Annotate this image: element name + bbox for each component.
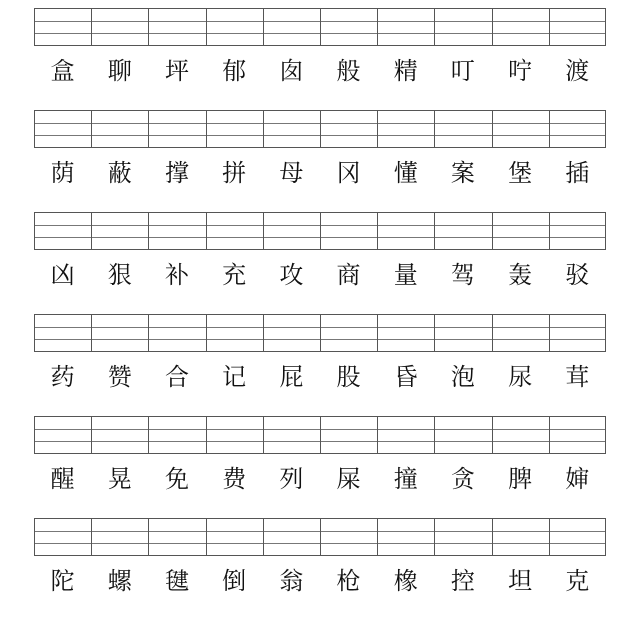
pinyin-box[interactable] [549,314,606,352]
chinese-character: 毽 [164,567,189,595]
chinese-character: 脾 [508,465,533,493]
pinyin-box[interactable] [434,416,491,454]
pinyin-box[interactable] [148,518,205,556]
pinyin-box[interactable] [263,314,320,352]
worksheet-row [0,314,640,414]
pinyin-box[interactable] [549,416,606,454]
pinyin-box[interactable] [148,314,205,352]
pinyin-box[interactable] [263,8,320,46]
pinyin-box[interactable] [492,212,549,250]
chinese-character: 药 [50,363,75,391]
pinyin-box[interactable] [263,212,320,250]
pinyin-box[interactable] [492,314,549,352]
pinyin-box[interactable] [377,8,434,46]
chinese-character: 合 [164,363,189,391]
pinyin-box[interactable] [148,416,205,454]
pinyin-box[interactable] [492,416,549,454]
chinese-character: 聊 [107,57,132,85]
pinyin-box[interactable] [377,416,434,454]
chinese-character: 插 [565,159,590,187]
chinese-character: 商 [336,261,361,289]
pinyin-box[interactable] [549,110,606,148]
pinyin-writing-grid [34,416,606,454]
chinese-character: 控 [450,567,475,595]
chinese-character: 般 [336,57,361,85]
worksheet-row [0,110,640,210]
worksheet-row [0,518,640,618]
chinese-character: 拼 [222,159,247,187]
pinyin-box[interactable] [148,212,205,250]
pinyin-box[interactable] [34,8,91,46]
pinyin-box[interactable] [91,8,148,46]
pinyin-box[interactable] [34,416,91,454]
chinese-character: 坪 [164,57,189,85]
pinyin-box[interactable] [320,8,377,46]
pinyin-box[interactable] [434,314,491,352]
chinese-character: 费 [222,465,247,493]
chinese-character: 盒 [50,57,75,85]
chinese-character: 叮 [450,57,475,85]
chinese-character: 昏 [393,363,418,391]
chinese-character: 驾 [450,261,475,289]
chinese-character: 倒 [222,567,247,595]
chinese-character: 列 [279,465,304,493]
pinyin-box[interactable] [434,8,491,46]
chinese-character: 茸 [565,363,590,391]
chinese-character: 婶 [565,465,590,493]
chinese-character: 橡 [393,567,418,595]
pinyin-box[interactable] [492,110,549,148]
chinese-character: 渡 [565,57,590,85]
chinese-character: 荫 [50,159,75,187]
character-row [34,51,606,91]
chinese-character: 晃 [107,465,132,493]
pinyin-box[interactable] [148,8,205,46]
pinyin-box[interactable] [91,314,148,352]
pinyin-box[interactable] [320,518,377,556]
pinyin-box[interactable] [206,314,263,352]
chinese-character: 赞 [107,363,132,391]
pinyin-box[interactable] [434,110,491,148]
pinyin-box[interactable] [206,110,263,148]
chinese-character: 凶 [50,261,75,289]
pinyin-writing-grid [34,110,606,148]
pinyin-box[interactable] [148,110,205,148]
pinyin-writing-grid [34,518,606,556]
chinese-character: 攻 [279,261,304,289]
pinyin-box[interactable] [492,518,549,556]
pinyin-box[interactable] [91,416,148,454]
pinyin-box[interactable] [320,416,377,454]
pinyin-box[interactable] [320,110,377,148]
pinyin-box[interactable] [377,314,434,352]
chinese-character: 翁 [279,567,304,595]
pinyin-box[interactable] [34,518,91,556]
chinese-character: 精 [393,57,418,85]
character-row [34,255,606,295]
chinese-character: 屁 [279,363,304,391]
pinyin-box[interactable] [263,416,320,454]
character-row [34,153,606,193]
chinese-character: 醒 [50,465,75,493]
chinese-character: 陀 [50,567,75,595]
pinyin-box[interactable] [377,518,434,556]
chinese-character: 冈 [336,159,361,187]
character-row [34,561,606,601]
chinese-character: 记 [222,363,247,391]
chinese-character: 咛 [508,57,533,85]
chinese-character: 量 [393,261,418,289]
chinese-character: 屎 [336,465,361,493]
chinese-character: 贪 [450,465,475,493]
chinese-character: 免 [164,465,189,493]
chinese-character: 尿 [508,363,533,391]
chinese-character: 螺 [107,567,132,595]
pinyin-box[interactable] [377,110,434,148]
chinese-character: 坦 [508,567,533,595]
pinyin-box[interactable] [34,314,91,352]
pinyin-box[interactable] [91,212,148,250]
character-row [34,357,606,397]
pinyin-box[interactable] [34,212,91,250]
chinese-character: 充 [222,261,247,289]
chinese-character: 案 [450,159,475,187]
pinyin-box[interactable] [549,212,606,250]
pinyin-box[interactable] [263,518,320,556]
chinese-character: 母 [279,159,304,187]
worksheet-row [0,416,640,516]
chinese-character: 轰 [508,261,533,289]
chinese-character: 泡 [450,363,475,391]
pinyin-writing-grid [34,212,606,250]
pinyin-box[interactable] [492,8,549,46]
pinyin-writing-grid [34,8,606,46]
pinyin-box[interactable] [34,110,91,148]
chinese-character: 蔽 [107,159,132,187]
chinese-character: 郁 [222,57,247,85]
pinyin-box[interactable] [549,8,606,46]
pinyin-box[interactable] [91,110,148,148]
pinyin-box[interactable] [206,416,263,454]
chinese-character: 克 [565,567,590,595]
chinese-character: 懂 [393,159,418,187]
pinyin-box[interactable] [263,110,320,148]
chinese-character: 撞 [393,465,418,493]
pinyin-writing-grid [34,314,606,352]
chinese-character: 撑 [164,159,189,187]
pinyin-box[interactable] [91,518,148,556]
chinese-character: 股 [336,363,361,391]
pinyin-box[interactable] [206,8,263,46]
pinyin-box[interactable] [206,518,263,556]
worksheet-row [0,212,640,312]
chinese-character: 补 [164,261,189,289]
chinese-character: 驳 [565,261,590,289]
pinyin-box[interactable] [320,212,377,250]
character-row [34,459,606,499]
pinyin-box[interactable] [434,518,491,556]
chinese-character: 狠 [107,261,132,289]
chinese-character: 枪 [336,567,361,595]
pinyin-box[interactable] [377,212,434,250]
pinyin-box[interactable] [549,518,606,556]
chinese-character: 囱 [279,57,304,85]
pinyin-box[interactable] [320,314,377,352]
worksheet-row [0,8,640,108]
pinyin-box[interactable] [206,212,263,250]
pinyin-box[interactable] [434,212,491,250]
chinese-character: 堡 [508,159,533,187]
